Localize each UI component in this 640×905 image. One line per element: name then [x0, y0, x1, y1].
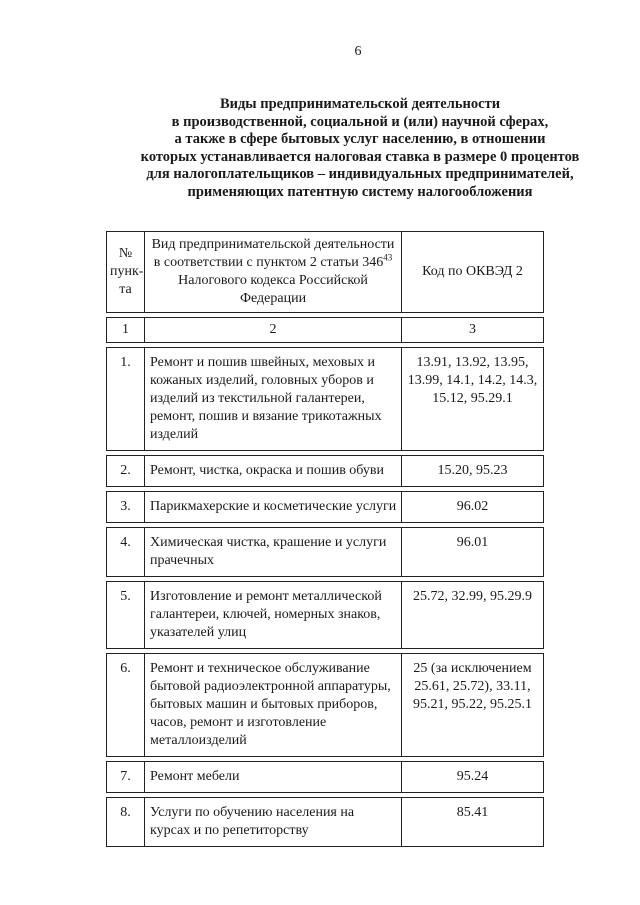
row-activity: Услуги по обучению населения на курсах и по репетиторству [145, 798, 402, 847]
title-line: а также в сфере бытовых услуг населению, в отношении [174, 131, 546, 147]
header-activity-text-end: Налогового кодекса Российской Федерации [178, 273, 368, 306]
article-superscript: 43 [383, 252, 393, 263]
title-line: которых устанавливается налоговая ставка в размере 0 процентов [140, 148, 580, 165]
row-okved-code: 15.20, 95.23 [402, 456, 544, 487]
row-number: 8. [107, 798, 145, 847]
row-okved-code: 25 (за исключением 25.61, 25.72), 33.11, 95.21, 95.22, 95.25.1 [402, 654, 544, 757]
column-numbers-row [107, 318, 544, 343]
row-activity: Изготовление и ремонт металлической галантереи, ключей, номерных знаков, указателей улиц [145, 582, 402, 649]
row-activity: Химическая чистка, крашение и услуги прачечных [145, 528, 402, 577]
column-number: 3 [402, 318, 544, 343]
header-okved-code: Код по ОКВЭД 2 [402, 232, 544, 313]
header-item-number: № пунк-та [107, 232, 145, 313]
table-body [107, 343, 544, 847]
row-number: 2. [107, 456, 145, 487]
title-line: для налогоплательщиков – индивидуальных предпринимателей, [146, 166, 574, 182]
row-activity: Ремонт мебели [145, 762, 402, 793]
title-line: применяющих патентную систему налогообложения [187, 183, 533, 200]
title-line: в производственной, социальной и (или) научной сферах, [171, 113, 549, 130]
row-activity: Ремонт и техническое обслуживание бытовой радиоэлектронной аппаратуры, бытовых машин и бытовых приборов, часов, ремонт и изготовление металлоизделий [145, 654, 402, 757]
header-activity [145, 232, 402, 313]
row-activity: Ремонт и пошив швейных, меховых и кожаных изделий, головных уборов и изделий из текстильной галантереи, ремонт, пошив и вязание трикотажных изделий [145, 348, 402, 451]
table-row [107, 492, 544, 523]
row-number: 5. [107, 582, 145, 649]
row-number: 7. [107, 762, 145, 793]
table-row [107, 798, 544, 847]
column-number: 2 [145, 318, 402, 343]
table-row [107, 654, 544, 757]
row-okved-code: 13.91, 13.92, 13.95, 13.99, 14.1, 14.2, 14.3, 15.12, 95.29.1 [402, 348, 544, 451]
row-okved-code: 85.41 [402, 798, 544, 847]
row-okved-code: 95.24 [402, 762, 544, 793]
row-activity: Парикмахерские и косметические услуги [145, 492, 402, 523]
row-number: 3. [107, 492, 145, 523]
page-number: 6 [354, 44, 362, 59]
document-title [60, 96, 640, 201]
column-number: 1 [107, 318, 145, 343]
table-row [107, 528, 544, 577]
row-okved-code: 96.01 [402, 528, 544, 577]
row-number: 6. [107, 654, 145, 757]
table-row [107, 582, 544, 649]
table-row [107, 762, 544, 793]
table-header [107, 232, 544, 343]
title-line: Виды предпринимательской деятельности [219, 96, 501, 112]
row-number: 1. [107, 348, 145, 451]
row-activity: Ремонт, чистка, окраска и пошив обуви [145, 456, 402, 487]
row-okved-code: 25.72, 32.99, 95.29.9 [402, 582, 544, 649]
header-activity-text: Вид предпринимательской деятельности в соответствии с пунктом 2 статьи 346 [151, 237, 395, 270]
table-row [107, 456, 544, 487]
activities-table [106, 231, 544, 847]
table-row [107, 348, 544, 451]
row-okved-code: 96.02 [402, 492, 544, 523]
row-number: 4. [107, 528, 145, 577]
